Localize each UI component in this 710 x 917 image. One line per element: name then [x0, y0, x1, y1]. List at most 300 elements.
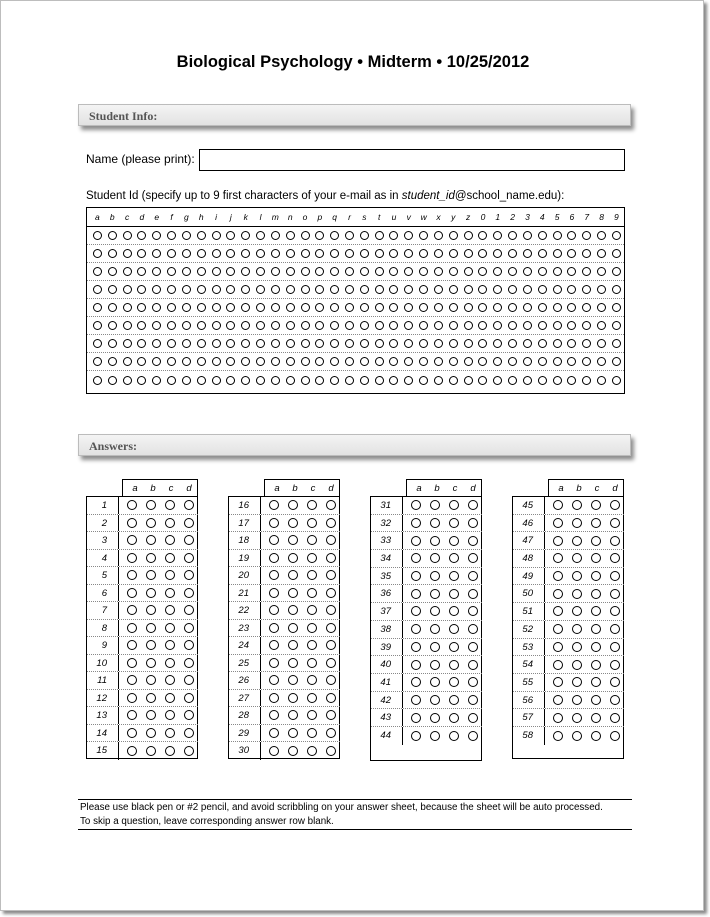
student-id-bubble[interactable] — [123, 267, 132, 276]
student-id-bubble[interactable] — [241, 321, 250, 330]
student-id-bubble[interactable] — [419, 249, 428, 258]
student-id-bubble[interactable] — [197, 339, 206, 348]
student-id-bubble[interactable] — [464, 376, 473, 385]
answer-bubble[interactable] — [307, 518, 317, 528]
answer-bubble[interactable] — [411, 500, 421, 510]
student-id-bubble[interactable] — [567, 231, 576, 240]
answer-bubble[interactable] — [610, 677, 620, 687]
answer-bubble[interactable] — [165, 746, 175, 756]
student-id-bubble[interactable] — [315, 376, 324, 385]
student-id-bubble[interactable] — [478, 267, 487, 276]
student-id-bubble[interactable] — [123, 303, 132, 312]
student-id-bubble[interactable] — [612, 321, 621, 330]
student-id-bubble[interactable] — [137, 231, 146, 240]
answer-bubble[interactable] — [326, 518, 336, 528]
student-id-bubble[interactable] — [226, 321, 235, 330]
student-id-bubble[interactable] — [182, 303, 191, 312]
answer-bubble[interactable] — [449, 642, 459, 652]
answer-bubble[interactable] — [553, 500, 563, 510]
student-id-bubble[interactable] — [612, 267, 621, 276]
student-id-bubble[interactable] — [315, 357, 324, 366]
student-id-bubble[interactable] — [508, 231, 517, 240]
student-id-bubble[interactable] — [567, 321, 576, 330]
student-id-bubble[interactable] — [286, 303, 295, 312]
student-id-bubble[interactable] — [271, 376, 280, 385]
student-id-bubble[interactable] — [612, 231, 621, 240]
student-id-bubble[interactable] — [449, 231, 458, 240]
student-id-bubble[interactable] — [271, 339, 280, 348]
answer-bubble[interactable] — [165, 553, 175, 563]
student-id-bubble[interactable] — [389, 303, 398, 312]
answer-bubble[interactable] — [553, 589, 563, 599]
student-id-bubble[interactable] — [419, 321, 428, 330]
answer-bubble[interactable] — [326, 623, 336, 633]
student-id-bubble[interactable] — [345, 303, 354, 312]
student-id-bubble[interactable] — [523, 303, 532, 312]
student-id-bubble[interactable] — [449, 249, 458, 258]
student-id-bubble[interactable] — [256, 339, 265, 348]
student-id-bubble[interactable] — [241, 231, 250, 240]
answer-bubble[interactable] — [326, 553, 336, 563]
answer-bubble[interactable] — [468, 500, 478, 510]
answer-bubble[interactable] — [269, 500, 279, 510]
answer-bubble[interactable] — [288, 693, 298, 703]
student-id-bubble[interactable] — [137, 339, 146, 348]
student-id-bubble[interactable] — [241, 285, 250, 294]
student-id-bubble[interactable] — [330, 321, 339, 330]
student-id-bubble[interactable] — [553, 303, 562, 312]
student-id-bubble[interactable] — [553, 231, 562, 240]
answer-bubble[interactable] — [165, 500, 175, 510]
answer-bubble[interactable] — [326, 746, 336, 756]
student-id-bubble[interactable] — [167, 339, 176, 348]
answer-bubble[interactable] — [449, 660, 459, 670]
student-id-bubble[interactable] — [345, 231, 354, 240]
student-id-bubble[interactable] — [182, 357, 191, 366]
answer-bubble[interactable] — [449, 624, 459, 634]
student-id-bubble[interactable] — [137, 249, 146, 258]
answer-bubble[interactable] — [449, 500, 459, 510]
student-id-bubble[interactable] — [508, 376, 517, 385]
student-id-bubble[interactable] — [434, 339, 443, 348]
student-id-bubble[interactable] — [271, 285, 280, 294]
student-id-bubble[interactable] — [360, 267, 369, 276]
answer-bubble[interactable] — [449, 731, 459, 741]
answer-bubble[interactable] — [430, 642, 440, 652]
student-id-bubble[interactable] — [167, 267, 176, 276]
answer-bubble[interactable] — [307, 640, 317, 650]
student-id-bubble[interactable] — [508, 357, 517, 366]
student-id-bubble[interactable] — [226, 303, 235, 312]
answer-bubble[interactable] — [326, 675, 336, 685]
student-id-bubble[interactable] — [108, 357, 117, 366]
answer-bubble[interactable] — [184, 500, 194, 510]
student-id-bubble[interactable] — [493, 321, 502, 330]
answer-bubble[interactable] — [165, 605, 175, 615]
answer-bubble[interactable] — [165, 623, 175, 633]
student-id-bubble[interactable] — [464, 249, 473, 258]
student-id-bubble[interactable] — [345, 267, 354, 276]
answer-bubble[interactable] — [307, 746, 317, 756]
answer-bubble[interactable] — [165, 693, 175, 703]
answer-bubble[interactable] — [591, 518, 601, 528]
student-id-bubble[interactable] — [597, 376, 606, 385]
student-id-bubble[interactable] — [464, 285, 473, 294]
answer-bubble[interactable] — [553, 677, 563, 687]
answer-bubble[interactable] — [591, 642, 601, 652]
answer-bubble[interactable] — [326, 570, 336, 580]
student-id-bubble[interactable] — [256, 321, 265, 330]
student-id-bubble[interactable] — [315, 303, 324, 312]
student-id-bubble[interactable] — [137, 357, 146, 366]
student-id-bubble[interactable] — [271, 267, 280, 276]
student-id-bubble[interactable] — [464, 321, 473, 330]
student-id-bubble[interactable] — [567, 376, 576, 385]
student-id-bubble[interactable] — [478, 231, 487, 240]
student-id-bubble[interactable] — [567, 249, 576, 258]
student-id-bubble[interactable] — [419, 267, 428, 276]
student-id-bubble[interactable] — [197, 321, 206, 330]
answer-bubble[interactable] — [184, 675, 194, 685]
answer-bubble[interactable] — [610, 660, 620, 670]
answer-bubble[interactable] — [449, 518, 459, 528]
student-id-bubble[interactable] — [493, 303, 502, 312]
answer-bubble[interactable] — [307, 693, 317, 703]
answer-bubble[interactable] — [146, 658, 156, 668]
answer-bubble[interactable] — [288, 553, 298, 563]
answer-bubble[interactable] — [449, 553, 459, 563]
student-id-bubble[interactable] — [256, 231, 265, 240]
student-id-bubble[interactable] — [523, 249, 532, 258]
student-id-bubble[interactable] — [286, 376, 295, 385]
student-id-bubble[interactable] — [108, 339, 117, 348]
student-id-bubble[interactable] — [582, 376, 591, 385]
answer-bubble[interactable] — [288, 500, 298, 510]
answer-bubble[interactable] — [572, 660, 582, 670]
answer-bubble[interactable] — [553, 695, 563, 705]
answer-bubble[interactable] — [572, 589, 582, 599]
answer-bubble[interactable] — [430, 731, 440, 741]
answer-bubble[interactable] — [184, 746, 194, 756]
student-id-bubble[interactable] — [93, 231, 102, 240]
answer-bubble[interactable] — [307, 605, 317, 615]
answer-bubble[interactable] — [411, 713, 421, 723]
answer-bubble[interactable] — [449, 695, 459, 705]
answer-bubble[interactable] — [127, 570, 137, 580]
student-id-bubble[interactable] — [434, 249, 443, 258]
answer-bubble[interactable] — [146, 570, 156, 580]
student-id-bubble[interactable] — [597, 303, 606, 312]
student-id-bubble[interactable] — [419, 285, 428, 294]
student-id-bubble[interactable] — [419, 339, 428, 348]
student-id-bubble[interactable] — [137, 285, 146, 294]
student-id-bubble[interactable] — [375, 339, 384, 348]
student-id-bubble[interactable] — [182, 376, 191, 385]
student-id-bubble[interactable] — [212, 303, 221, 312]
student-id-bubble[interactable] — [612, 376, 621, 385]
answer-bubble[interactable] — [146, 675, 156, 685]
student-id-bubble[interactable] — [612, 339, 621, 348]
student-id-bubble[interactable] — [493, 267, 502, 276]
answer-bubble[interactable] — [146, 518, 156, 528]
student-id-bubble[interactable] — [315, 231, 324, 240]
student-id-bubble[interactable] — [241, 339, 250, 348]
answer-bubble[interactable] — [411, 571, 421, 581]
student-id-bubble[interactable] — [478, 376, 487, 385]
answer-bubble[interactable] — [610, 518, 620, 528]
student-id-bubble[interactable] — [538, 231, 547, 240]
student-id-bubble[interactable] — [108, 321, 117, 330]
student-id-bubble[interactable] — [538, 376, 547, 385]
answer-bubble[interactable] — [288, 675, 298, 685]
student-id-bubble[interactable] — [538, 303, 547, 312]
student-id-bubble[interactable] — [582, 321, 591, 330]
answer-bubble[interactable] — [468, 606, 478, 616]
student-id-bubble[interactable] — [286, 249, 295, 258]
answer-bubble[interactable] — [307, 553, 317, 563]
answer-bubble[interactable] — [307, 570, 317, 580]
answer-bubble[interactable] — [591, 553, 601, 563]
student-id-bubble[interactable] — [271, 231, 280, 240]
answer-bubble[interactable] — [127, 710, 137, 720]
answer-bubble[interactable] — [572, 518, 582, 528]
student-id-bubble[interactable] — [345, 321, 354, 330]
student-id-bubble[interactable] — [478, 249, 487, 258]
answer-bubble[interactable] — [288, 535, 298, 545]
answer-bubble[interactable] — [165, 518, 175, 528]
student-id-bubble[interactable] — [567, 357, 576, 366]
answer-bubble[interactable] — [184, 658, 194, 668]
answer-bubble[interactable] — [146, 710, 156, 720]
answer-bubble[interactable] — [468, 677, 478, 687]
student-id-bubble[interactable] — [93, 357, 102, 366]
student-id-bubble[interactable] — [301, 321, 310, 330]
student-id-bubble[interactable] — [612, 357, 621, 366]
student-id-bubble[interactable] — [226, 231, 235, 240]
student-id-bubble[interactable] — [404, 267, 413, 276]
answer-bubble[interactable] — [288, 640, 298, 650]
student-id-bubble[interactable] — [226, 285, 235, 294]
answer-bubble[interactable] — [307, 728, 317, 738]
answer-bubble[interactable] — [184, 518, 194, 528]
answer-bubble[interactable] — [288, 605, 298, 615]
student-id-bubble[interactable] — [286, 321, 295, 330]
student-id-bubble[interactable] — [182, 339, 191, 348]
answer-bubble[interactable] — [165, 588, 175, 598]
answer-bubble[interactable] — [127, 746, 137, 756]
student-id-bubble[interactable] — [345, 376, 354, 385]
student-id-bubble[interactable] — [271, 321, 280, 330]
student-id-bubble[interactable] — [434, 376, 443, 385]
student-id-bubble[interactable] — [597, 357, 606, 366]
student-id-bubble[interactable] — [123, 231, 132, 240]
student-id-bubble[interactable] — [256, 376, 265, 385]
answer-bubble[interactable] — [288, 728, 298, 738]
student-id-bubble[interactable] — [360, 285, 369, 294]
student-id-bubble[interactable] — [152, 303, 161, 312]
answer-bubble[interactable] — [269, 710, 279, 720]
student-id-bubble[interactable] — [286, 267, 295, 276]
student-id-bubble[interactable] — [508, 321, 517, 330]
answer-bubble[interactable] — [146, 535, 156, 545]
student-id-bubble[interactable] — [315, 339, 324, 348]
answer-bubble[interactable] — [430, 695, 440, 705]
answer-bubble[interactable] — [468, 536, 478, 546]
student-id-bubble[interactable] — [493, 285, 502, 294]
answer-bubble[interactable] — [610, 731, 620, 741]
student-id-bubble[interactable] — [330, 376, 339, 385]
student-id-bubble[interactable] — [123, 376, 132, 385]
student-id-bubble[interactable] — [123, 249, 132, 258]
student-id-bubble[interactable] — [612, 303, 621, 312]
answer-bubble[interactable] — [430, 606, 440, 616]
student-id-bubble[interactable] — [375, 267, 384, 276]
answer-bubble[interactable] — [326, 693, 336, 703]
answer-bubble[interactable] — [411, 589, 421, 599]
student-id-bubble[interactable] — [315, 249, 324, 258]
answer-bubble[interactable] — [430, 713, 440, 723]
student-id-bubble[interactable] — [256, 249, 265, 258]
student-id-bubble[interactable] — [464, 231, 473, 240]
student-id-bubble[interactable] — [389, 231, 398, 240]
answer-bubble[interactable] — [610, 624, 620, 634]
student-id-bubble[interactable] — [449, 285, 458, 294]
student-id-bubble[interactable] — [330, 357, 339, 366]
student-id-bubble[interactable] — [330, 267, 339, 276]
answer-bubble[interactable] — [553, 731, 563, 741]
student-id-bubble[interactable] — [582, 231, 591, 240]
answer-bubble[interactable] — [430, 589, 440, 599]
student-id-bubble[interactable] — [345, 285, 354, 294]
answer-bubble[interactable] — [449, 536, 459, 546]
answer-bubble[interactable] — [430, 500, 440, 510]
answer-bubble[interactable] — [591, 624, 601, 634]
student-id-bubble[interactable] — [108, 249, 117, 258]
answer-bubble[interactable] — [269, 746, 279, 756]
student-id-bubble[interactable] — [330, 303, 339, 312]
student-id-bubble[interactable] — [123, 339, 132, 348]
student-id-bubble[interactable] — [182, 231, 191, 240]
answer-bubble[interactable] — [146, 553, 156, 563]
answer-bubble[interactable] — [411, 642, 421, 652]
student-id-bubble[interactable] — [375, 357, 384, 366]
answer-bubble[interactable] — [184, 605, 194, 615]
student-id-bubble[interactable] — [478, 321, 487, 330]
student-id-bubble[interactable] — [197, 285, 206, 294]
answer-bubble[interactable] — [307, 500, 317, 510]
student-id-bubble[interactable] — [197, 231, 206, 240]
student-id-bubble[interactable] — [360, 303, 369, 312]
answer-bubble[interactable] — [127, 728, 137, 738]
student-id-bubble[interactable] — [464, 267, 473, 276]
answer-bubble[interactable] — [468, 695, 478, 705]
answer-bubble[interactable] — [269, 693, 279, 703]
answer-bubble[interactable] — [430, 624, 440, 634]
student-id-bubble[interactable] — [597, 267, 606, 276]
answer-bubble[interactable] — [288, 588, 298, 598]
answer-bubble[interactable] — [127, 640, 137, 650]
student-id-bubble[interactable] — [389, 249, 398, 258]
student-id-bubble[interactable] — [389, 357, 398, 366]
answer-bubble[interactable] — [553, 660, 563, 670]
student-id-bubble[interactable] — [597, 249, 606, 258]
student-id-bubble[interactable] — [197, 357, 206, 366]
answer-bubble[interactable] — [468, 624, 478, 634]
answer-bubble[interactable] — [269, 570, 279, 580]
student-id-bubble[interactable] — [478, 339, 487, 348]
student-id-bubble[interactable] — [508, 267, 517, 276]
answer-bubble[interactable] — [165, 658, 175, 668]
answer-bubble[interactable] — [572, 606, 582, 616]
student-id-bubble[interactable] — [301, 357, 310, 366]
student-id-bubble[interactable] — [567, 285, 576, 294]
answer-bubble[interactable] — [591, 660, 601, 670]
student-id-bubble[interactable] — [93, 303, 102, 312]
student-id-bubble[interactable] — [212, 376, 221, 385]
answer-bubble[interactable] — [411, 624, 421, 634]
student-id-bubble[interactable] — [360, 339, 369, 348]
student-id-bubble[interactable] — [167, 376, 176, 385]
student-id-bubble[interactable] — [553, 249, 562, 258]
student-id-bubble[interactable] — [286, 339, 295, 348]
answer-bubble[interactable] — [127, 588, 137, 598]
answer-bubble[interactable] — [430, 536, 440, 546]
answer-bubble[interactable] — [411, 677, 421, 687]
student-id-bubble[interactable] — [152, 339, 161, 348]
student-id-bubble[interactable] — [152, 249, 161, 258]
answer-bubble[interactable] — [127, 605, 137, 615]
student-id-bubble[interactable] — [123, 285, 132, 294]
student-id-bubble[interactable] — [256, 303, 265, 312]
student-id-bubble[interactable] — [523, 285, 532, 294]
answer-bubble[interactable] — [411, 660, 421, 670]
student-id-bubble[interactable] — [152, 357, 161, 366]
student-id-bubble[interactable] — [241, 267, 250, 276]
student-id-bubble[interactable] — [478, 303, 487, 312]
student-id-bubble[interactable] — [360, 321, 369, 330]
answer-bubble[interactable] — [307, 710, 317, 720]
student-id-bubble[interactable] — [375, 249, 384, 258]
student-id-bubble[interactable] — [434, 267, 443, 276]
student-id-bubble[interactable] — [404, 249, 413, 258]
answer-bubble[interactable] — [572, 500, 582, 510]
answer-bubble[interactable] — [468, 571, 478, 581]
answer-bubble[interactable] — [307, 623, 317, 633]
student-id-bubble[interactable] — [108, 303, 117, 312]
student-id-bubble[interactable] — [108, 267, 117, 276]
student-id-bubble[interactable] — [553, 357, 562, 366]
answer-bubble[interactable] — [572, 695, 582, 705]
answer-bubble[interactable] — [165, 728, 175, 738]
answer-bubble[interactable] — [165, 535, 175, 545]
student-id-bubble[interactable] — [167, 357, 176, 366]
student-id-bubble[interactable] — [197, 249, 206, 258]
student-id-bubble[interactable] — [523, 231, 532, 240]
student-id-bubble[interactable] — [582, 339, 591, 348]
answer-bubble[interactable] — [430, 518, 440, 528]
student-id-bubble[interactable] — [523, 321, 532, 330]
student-id-bubble[interactable] — [597, 285, 606, 294]
answer-bubble[interactable] — [146, 640, 156, 650]
student-id-bubble[interactable] — [538, 267, 547, 276]
answer-bubble[interactable] — [269, 728, 279, 738]
student-id-bubble[interactable] — [464, 357, 473, 366]
answer-bubble[interactable] — [610, 589, 620, 599]
answer-bubble[interactable] — [449, 677, 459, 687]
answer-bubble[interactable] — [572, 713, 582, 723]
student-id-bubble[interactable] — [93, 321, 102, 330]
student-id-bubble[interactable] — [301, 376, 310, 385]
